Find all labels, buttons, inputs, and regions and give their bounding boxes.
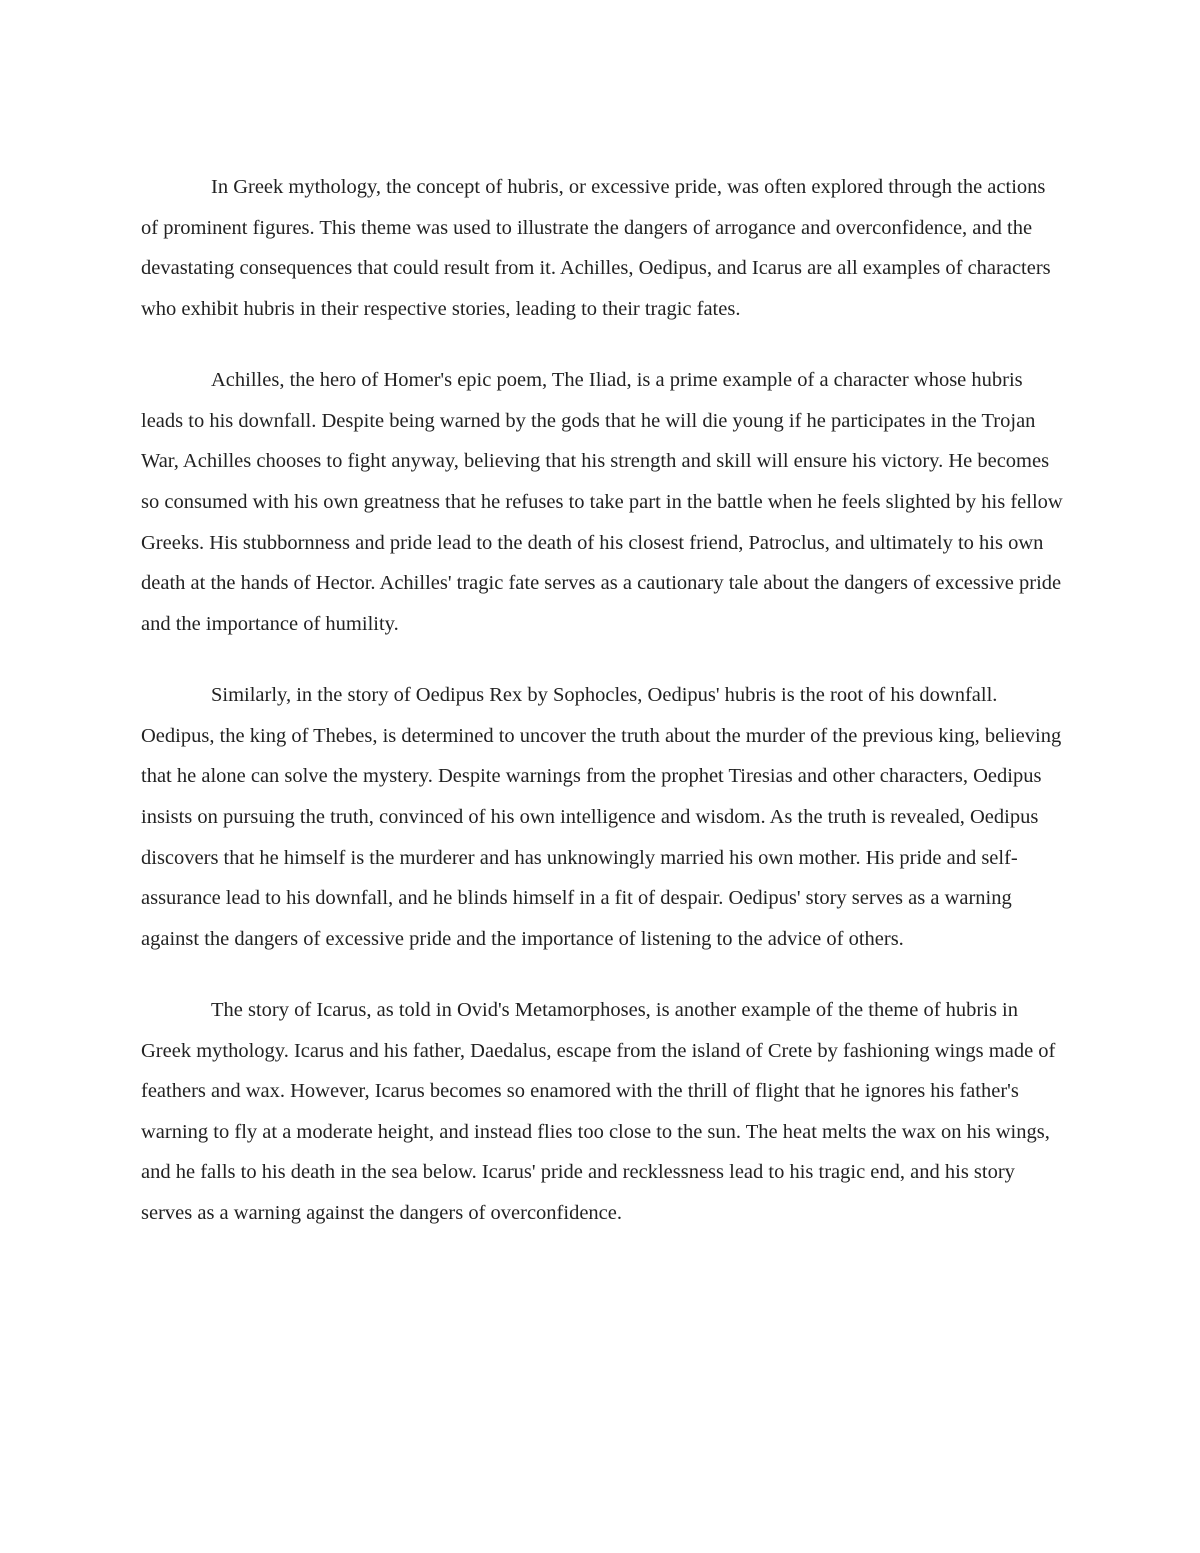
paragraph-oedipus: Similarly, in the story of Oedipus Rex by Sophocles, Oedipus' hubris is the root of his downfall. Oedipus, the king of Thebes, is determined to uncover the truth about the murder of the previous king, believing that he alone can solve the mystery. Despite warnings from the prophet Tiresias and other characters, Oedipus insists on pursuing the truth, convinced of his own intelligence and wisdom. As the truth is revealed, Oedipus discovers that he himself is the murderer and has unknowingly married his own mother. His pride and self-assurance lead to his downfall, and he blinds himself in a fit of despair. Oedipus' story serves as a warning against the dangers of excessive pride and the importance of listening to the advice of others.	[141, 684, 1062, 950]
paragraph-icarus: The story of Icarus, as told in Ovid's Metamorphoses, is another example of the theme of hubris in Greek mythology. Icarus and his father, Daedalus, escape from the island of Crete by fashioning wings made of feathers and wax. However, Icarus becomes so enamored with the thrill of flight that he ignores his father's warning to fly at a moderate height, and instead flies too close to the sun. The heat melts the wax on his wings, and he falls to his death in the sea below. Icarus' pride and recklessness lead to his tragic end, and his story serves as a warning against the dangers of overconfidence.	[141, 999, 1056, 1225]
paragraph-achilles: Achilles, the hero of Homer's epic poem, The Iliad, is a prime example of a character whose hubris leads to his downfall. Despite being warned by the gods that he will die young if he participates in the Trojan War, Achilles chooses to fight anyway, believing that his strength and skill will ensure his victory. He becomes so consumed with his own greatness that he refuses to take part in the battle when he feels slighted by his fellow Greeks. His stubbornness and pride lead to the death of his closest friend, Patroclus, and ultimately to his own death at the hands of Hector. Achilles' tragic fate serves as a cautionary tale about the dangers of excessive pride and the importance of humility.	[141, 369, 1063, 635]
paragraph-intro: In Greek mythology, the concept of hubris, or excessive pride, was often explored through the actions of prominent figures. This theme was used to illustrate the dangers of arrogance and overconfidence, and the devastating consequences that could result from it. Achilles, Oedipus, and Icarus are all examples of characters who exhibit hubris in their respective stories, leading to their tragic fates.	[141, 176, 1051, 320]
document-body	[141, 167, 1063, 1234]
